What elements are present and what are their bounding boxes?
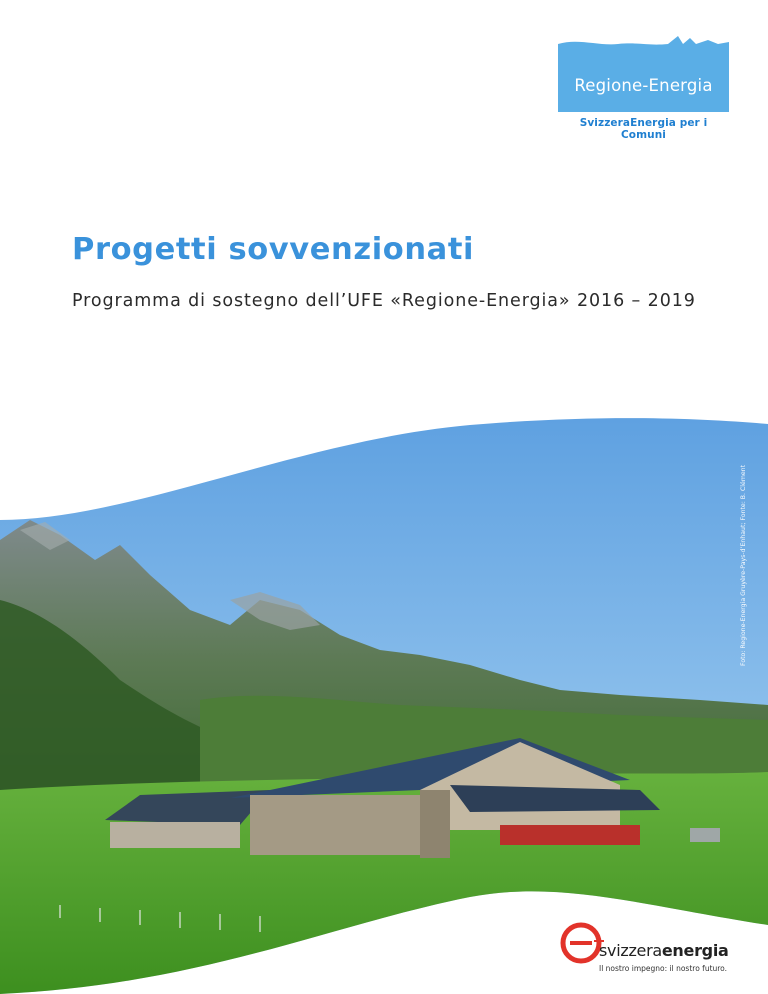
- page-title: Progetti sovvenzionati: [72, 232, 475, 267]
- logo-word-bold: energia: [661, 941, 729, 960]
- regione-energia-badge: [558, 36, 729, 141]
- svizzeraenergia-logo: [558, 919, 748, 983]
- badge-shape: [558, 36, 729, 112]
- e-logo-icon: [558, 919, 604, 965]
- badge-subtitle: SvizzeraEnergia per i Comuni: [579, 117, 708, 141]
- page-subtitle: Programma di sostegno dell’UFE «Regione-Energia» 2016 – 2019: [72, 291, 696, 311]
- logo-word-light: svizzera: [599, 941, 662, 960]
- logo-tagline: Il nostro impegno: il nostro futuro.: [599, 964, 728, 973]
- badge-title: Regione-Energia: [574, 76, 713, 95]
- logo-wordmark: [599, 941, 729, 960]
- photo-credit: Foto: Regione-Energia Gruyère-Pays-d’Enhaut; Fonte: B. Clément: [740, 465, 747, 666]
